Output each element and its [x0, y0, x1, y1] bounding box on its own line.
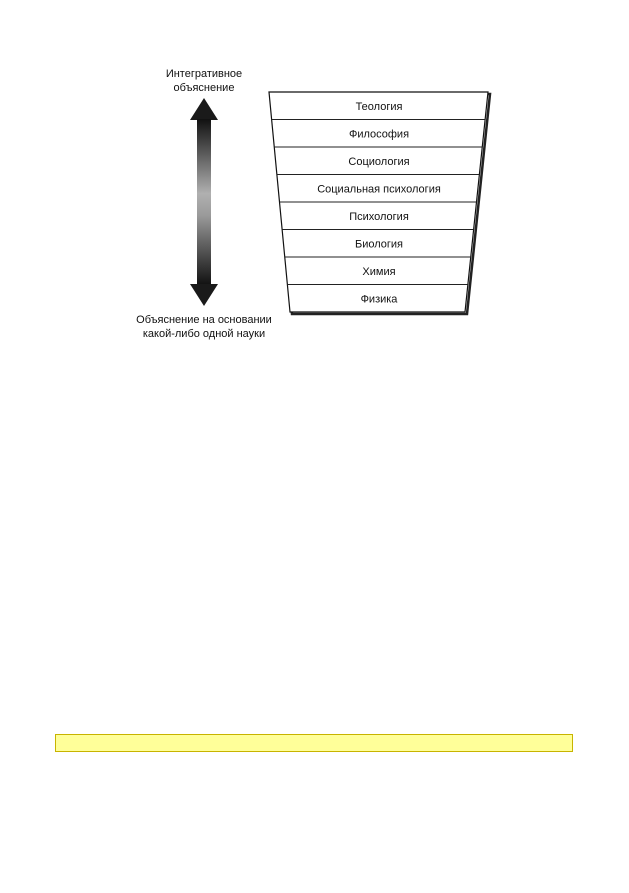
double-arrow-icon: [190, 98, 218, 306]
level-label: Химия: [362, 265, 396, 278]
level-label: Философия: [348, 128, 410, 141]
axis-top-label-line2: объяснение: [173, 82, 235, 94]
axis-bottom-label-line2: какой-либо одной науки: [142, 328, 266, 340]
highlight-bar: [55, 734, 573, 752]
science-levels-trapezoid: [269, 92, 490, 314]
arrow-head-up-icon: [190, 98, 218, 120]
axis-top-label-line1: Интегративное: [165, 68, 243, 80]
arrow-shaft: [197, 119, 211, 285]
level-label: Социология: [348, 155, 410, 168]
level-label: Физика: [360, 293, 398, 306]
level-label: Психология: [349, 210, 409, 223]
axis-bottom-label-line1: Объяснение на основании: [136, 314, 272, 326]
level-label: Биология: [354, 238, 404, 251]
arrow-head-down-icon: [190, 284, 218, 306]
level-label: Социальная психология: [317, 183, 441, 196]
level-label: Теология: [355, 100, 403, 113]
